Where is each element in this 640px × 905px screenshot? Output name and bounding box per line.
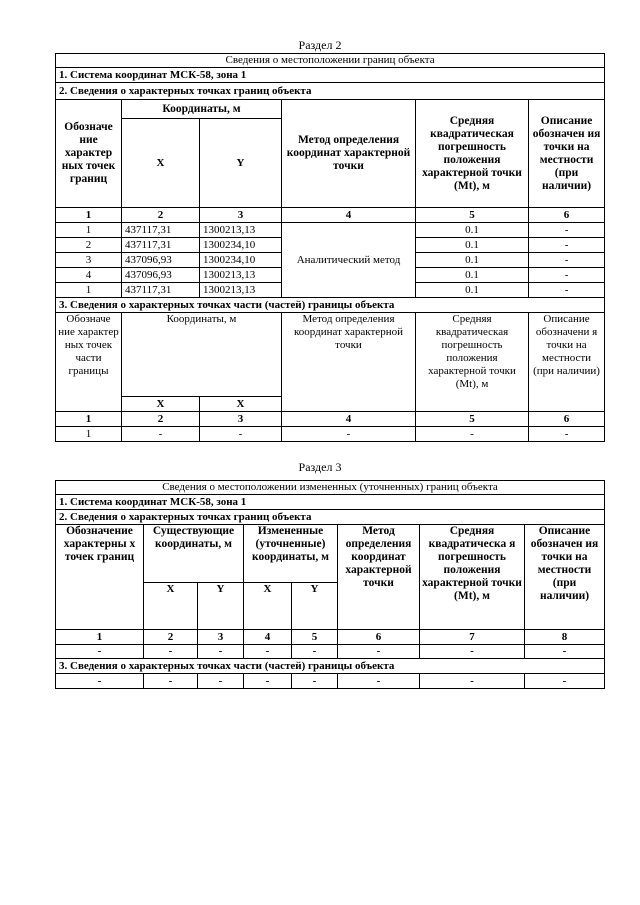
s3-cell: - xyxy=(338,645,420,659)
s3-cell: - xyxy=(198,645,244,659)
s3-header-x1: X xyxy=(144,583,198,630)
s3-parts-cell: - xyxy=(292,674,338,689)
method-value: Аналитический метод xyxy=(282,223,416,298)
parts-cell: - xyxy=(529,427,605,442)
point-mt: 0.1 xyxy=(416,268,529,283)
header-coordinates: Координаты, м xyxy=(122,100,282,119)
s3-header-description: Описание обозначен ия точки на местности (при наличии) xyxy=(525,525,605,630)
header-x: X xyxy=(122,119,200,208)
point-desc: - xyxy=(529,223,605,238)
parts-header-coordinates: Координаты, м xyxy=(122,313,282,397)
s3-header-y1: Y xyxy=(198,583,244,630)
parts-cell: - xyxy=(282,427,416,442)
point-x: 437117,31 xyxy=(122,238,200,253)
section3-table xyxy=(55,480,605,689)
section3-coord-system: 1. Система координат МСК-58, зона 1 xyxy=(56,495,605,510)
point-number: 2 xyxy=(56,238,122,253)
col-number: 3 xyxy=(198,630,244,645)
point-mt: 0.1 xyxy=(416,283,529,298)
col-number: 6 xyxy=(338,630,420,645)
section2-table xyxy=(55,53,605,442)
s3-parts-cell: - xyxy=(420,674,525,689)
section3-parts-heading: 3. Сведения о характерных точках части (частей) границы объекта xyxy=(56,659,605,674)
point-y: 1300234,10 xyxy=(200,253,282,268)
s3-header-y2: Y xyxy=(292,583,338,630)
col-number: 2 xyxy=(144,630,198,645)
s3-parts-cell: - xyxy=(56,674,144,689)
point-y: 1300213,13 xyxy=(200,223,282,238)
section2-coord-system: 1. Система координат МСК-58, зона 1 xyxy=(56,68,605,83)
parts-cell: - xyxy=(122,427,200,442)
s3-cell: - xyxy=(144,645,198,659)
s3-cell: - xyxy=(244,645,292,659)
s3-header-designation: Обозначение характерны х точек границ xyxy=(56,525,144,630)
s3-cell: - xyxy=(292,645,338,659)
s3-header-x2: X xyxy=(244,583,292,630)
point-desc: - xyxy=(529,238,605,253)
table-row xyxy=(56,427,605,442)
s3-parts-cell: - xyxy=(198,674,244,689)
point-y: 1300234,10 xyxy=(200,238,282,253)
col-number: 8 xyxy=(525,630,605,645)
col-number: 1 xyxy=(56,208,122,223)
point-x: 437117,31 xyxy=(122,283,200,298)
parts-cell: 1 xyxy=(56,427,122,442)
s3-header-method: Метод определения координат характерной точки xyxy=(338,525,420,630)
s3-header-existing: Существующие координаты, м xyxy=(144,525,244,583)
point-number: 1 xyxy=(56,283,122,298)
s3-parts-cell: - xyxy=(525,674,605,689)
s3-cell: - xyxy=(56,645,144,659)
s3-header-error: Средняя квадратическа я погрешность положения характерной точки (Mt), м xyxy=(420,525,525,630)
parts-cell: - xyxy=(416,427,529,442)
header-method: Метод определения координат характерной точки xyxy=(282,100,416,208)
col-number: 6 xyxy=(529,208,605,223)
point-number: 3 xyxy=(56,253,122,268)
header-designation: Обозначе ние характер ных точек границ xyxy=(56,100,122,208)
point-mt: 0.1 xyxy=(416,253,529,268)
parts-header-error: Средняя квадратическая погрешность положения характерной точки (Mt), м xyxy=(416,313,529,412)
s3-cell: - xyxy=(420,645,525,659)
section3-title: Раздел 3 xyxy=(298,460,342,474)
header-description: Описание обозначен ия точки на местности (при наличии) xyxy=(529,100,605,208)
parts-header-description: Описание обозначени я точки на местности (при наличии) xyxy=(529,313,605,412)
point-x: 437096,93 xyxy=(122,268,200,283)
section3-heading: Сведения о местоположении измененных (уточненных) границ объекта xyxy=(56,481,605,495)
table-row xyxy=(56,645,605,659)
header-y: Y xyxy=(200,119,282,208)
point-y: 1300213,13 xyxy=(200,268,282,283)
section2-parts-heading: 3. Сведения о характерных точках части (частей) границы объекта xyxy=(56,298,605,313)
point-x: 437117,31 xyxy=(122,223,200,238)
point-number: 1 xyxy=(56,223,122,238)
col-number: 6 xyxy=(529,412,605,427)
col-number: 1 xyxy=(56,630,144,645)
s3-header-changed: Измененные (уточненные) координаты, м xyxy=(244,525,338,583)
point-desc: - xyxy=(529,283,605,298)
col-number: 7 xyxy=(420,630,525,645)
parts-cell: - xyxy=(200,427,282,442)
header-error: Средняя квадратическая погрешность положения характерной точки (Mt), м xyxy=(416,100,529,208)
parts-header-method: Метод определения координат характерной точки xyxy=(282,313,416,412)
col-number: 5 xyxy=(416,412,529,427)
section2-title: Раздел 2 xyxy=(298,38,342,52)
parts-header-x: X xyxy=(122,397,200,412)
point-desc: - xyxy=(529,253,605,268)
section3-points-heading: 2. Сведения о характерных точках границ объекта xyxy=(56,510,605,525)
col-number: 4 xyxy=(282,412,416,427)
section2-points-heading: 2. Сведения о характерных точках границ объекта xyxy=(56,83,605,100)
col-number: 2 xyxy=(122,412,200,427)
point-desc: - xyxy=(529,268,605,283)
point-mt: 0.1 xyxy=(416,223,529,238)
col-number: 2 xyxy=(122,208,200,223)
s3-cell: - xyxy=(525,645,605,659)
point-y: 1300213,13 xyxy=(200,283,282,298)
col-number: 3 xyxy=(200,412,282,427)
table-row xyxy=(56,674,605,689)
point-number: 4 xyxy=(56,268,122,283)
s3-parts-cell: - xyxy=(244,674,292,689)
table-row xyxy=(56,223,605,238)
col-number: 5 xyxy=(292,630,338,645)
col-number: 4 xyxy=(282,208,416,223)
parts-header-y: X xyxy=(200,397,282,412)
col-number: 3 xyxy=(200,208,282,223)
s3-parts-cell: - xyxy=(144,674,198,689)
col-number: 4 xyxy=(244,630,292,645)
point-mt: 0.1 xyxy=(416,238,529,253)
s3-parts-cell: - xyxy=(338,674,420,689)
point-x: 437096,93 xyxy=(122,253,200,268)
parts-header-designation: Обозначе ние характер ных точек части границы xyxy=(56,313,122,412)
col-number: 5 xyxy=(416,208,529,223)
section2-heading: Сведения о местоположении границ объекта xyxy=(56,54,605,68)
col-number: 1 xyxy=(56,412,122,427)
